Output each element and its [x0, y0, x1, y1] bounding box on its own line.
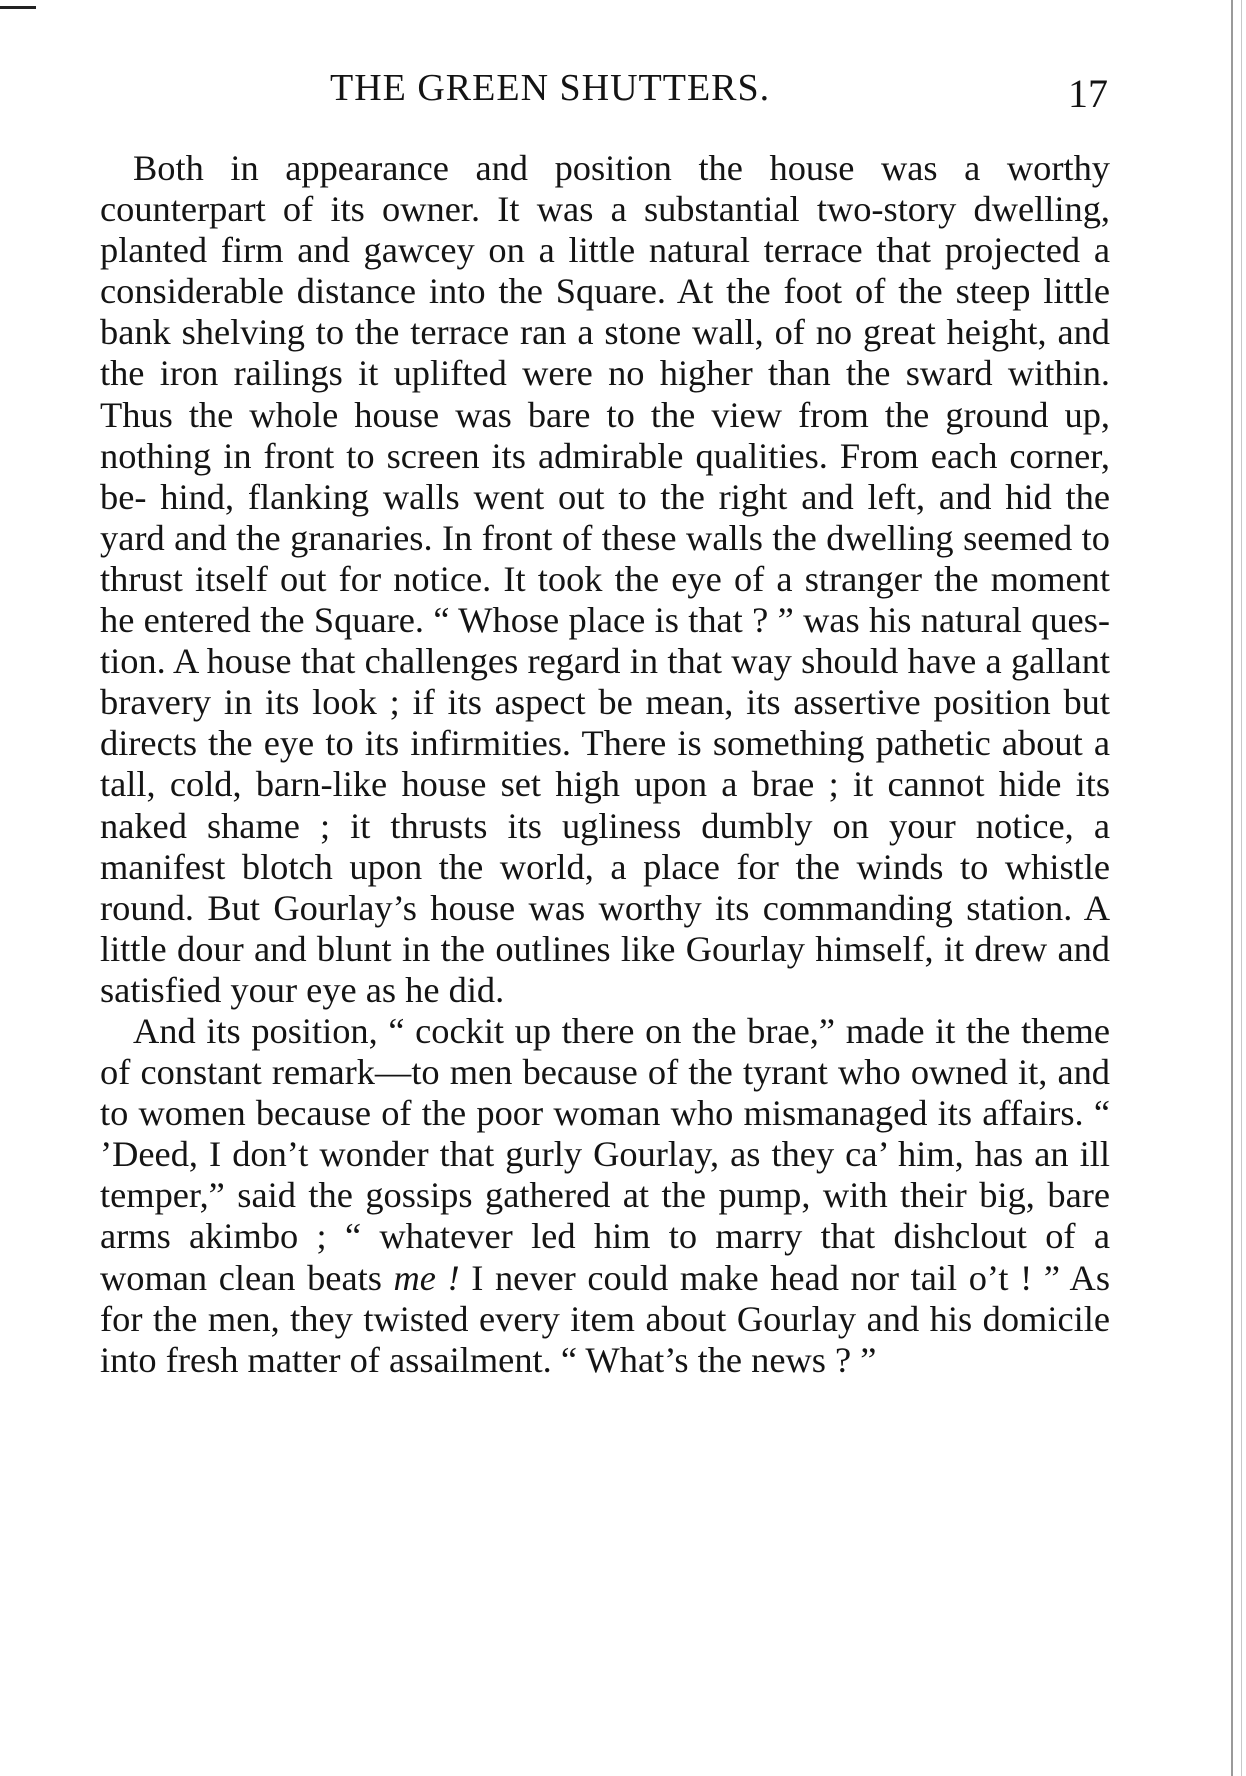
paragraph-2-emphasis: me ! [393, 1257, 460, 1298]
page-number: 17 [1068, 71, 1108, 116]
paragraph-1: Both in appearance and position the house was a worthy counterpart of its owner. It was a substantial two-story dwelling, planted firm and gawcey on a little natural terrace that projected a considerable distance into the Square. At the foot of the steep little bank shelving to the terrace ran a stone wall, of no great height, and the iron railings it uplifted were no higher than the sward within. Thus the whole house was bare to the view from the ground up, nothing in front to screen its admirable qualities. From each corner, be- hind, flanking walls went out to the right and left, and hid the yard and the granaries. In front of these walls the dwelling seemed to thrust itself out for notice. It took the eye of a stranger the moment he entered the Square. “ Whose place is that ? ” was his natural ques- tion. A house that challenges regard in that way should have a gallant bravery in its look ; if its aspect be mean, its assertive position but directs the eye to its infirmities. There is something pathetic about a tall, cold, barn-like house set high upon a brae ; it cannot hide its naked shame ; it thrusts its ugliness dumbly on your notice, a manifest blotch upon the world, a place for the winds to whistle round. But Gourlay’s house was worthy its commanding station. A little dour and blunt in the outlines like Gourlay himself, it drew and satisfied your eye as he did. [100, 148, 1110, 1010]
running-header [100, 64, 1110, 114]
corner-scan-mark [0, 6, 36, 9]
body-text [100, 148, 1110, 1381]
paragraph-2-part-1: And its position, “ cockit up there on the brae,” made it the theme of constant remark—to men because of the tyrant who owned it, and to women because of the poor woman who mismanaged its affairs. “ ’Deed, I don’t wonder that gurly Gourlay, as they ca’ him, has an ill temper,” said the gossips gathered at the pump, with their big, bare arms akimbo ; “ whatever led him to marry that dishclout of a woman clean beats [100, 1010, 1110, 1298]
page-edge-line [1231, 0, 1233, 1776]
page-edge-line-outer [1241, 0, 1242, 1776]
running-title: THE GREEN SHUTTERS. [330, 67, 771, 109]
paragraph-2-part-2: I never could make head nor tail o’t ! ” As for the men, they twisted every item about Gourlay and his domicile into fresh matter of assailment. “ What’s the news ? ” [100, 1257, 1110, 1380]
paragraph-2 [100, 1011, 1110, 1381]
